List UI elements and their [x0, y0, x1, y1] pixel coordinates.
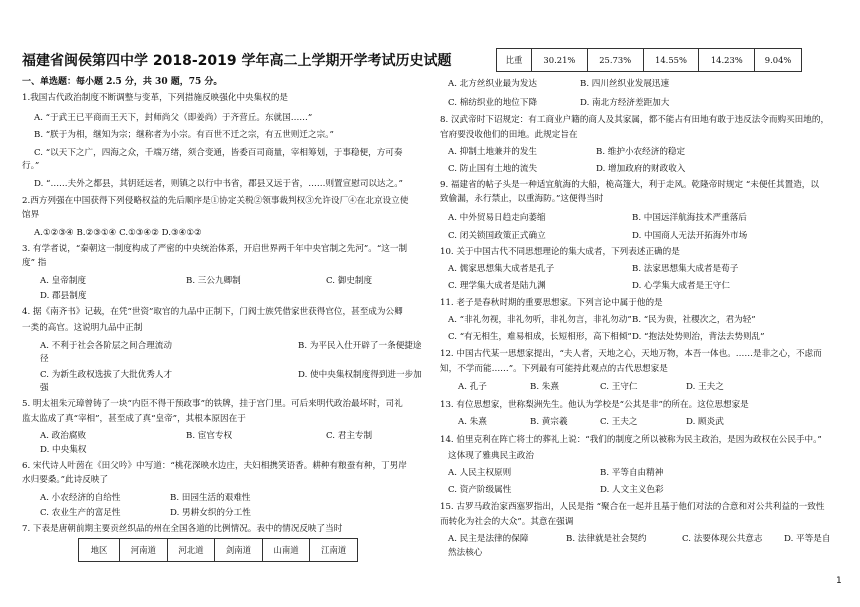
- question-line: A. 政治腐败: [40, 431, 87, 441]
- table-cell: 山南道: [262, 539, 310, 562]
- table-cell: 江南道: [310, 539, 358, 562]
- question-line: C. 资产阶级属性: [448, 485, 512, 495]
- question-line: A. 皇帝制度: [40, 276, 87, 286]
- question-line: C. 为新生政权选拔了大批优秀人才: [40, 370, 173, 380]
- question-line: 8. 汉武帝时下诏规定：有工商业户籍的商人及其家属，都不能占有田地有敢于违反法令而购买田地的，: [440, 115, 830, 125]
- question-line: 3. 有学者说，“秦朝这一制度构成了严密的中央统治体系，开启世界两千年中央官制之先河”。“这一制: [22, 244, 408, 254]
- question-line: C. 王守仁: [600, 382, 638, 392]
- question-line: B. 为平民入仕开辟了一条便捷途: [298, 341, 422, 351]
- question-line: 监太监成了真“宰相”，甚至成了真“皇帝”，其根本原因在于: [22, 414, 246, 424]
- question-line: A.①②③④ B.②③①④ C.①③④② D.③④①②: [34, 228, 202, 238]
- question-line: 致偷漏，永行禁止，以重海防。”这便得当时: [440, 194, 604, 204]
- question-line: C. 御史制度: [326, 276, 373, 286]
- question-line: C. 理学集大成者是陆九渊: [448, 281, 546, 291]
- question-line: C. 闭关锁国政策正式确立: [448, 231, 546, 241]
- question-line: B. 平等自由精神: [600, 468, 664, 478]
- question-line: 行。”: [22, 161, 40, 171]
- table-label-cell: 地区: [79, 539, 120, 562]
- question-line: B. 中国远洋航海技术严重落后: [632, 213, 747, 223]
- question-line: 官府要没收他们的田地。此规定旨在: [440, 130, 578, 140]
- table-row: [79, 539, 358, 562]
- proportion-table: [496, 48, 802, 72]
- question-line: A. “非礼勿视，非礼勿听，非礼勿言，非礼勿动”: [448, 315, 632, 325]
- question-line: A. 儒家思想集大成者是孔子: [448, 264, 555, 274]
- question-line: C. 君主专制: [326, 431, 373, 441]
- question-line: A. 小农经济的自给性: [40, 493, 121, 503]
- question-line: B. 黄宗羲: [530, 417, 568, 427]
- question-line: D. 南北方经济差距加大: [580, 98, 670, 108]
- question-line: C. 法要体现公共意志: [682, 534, 763, 544]
- question-line: 径: [40, 354, 49, 364]
- table-row: [497, 49, 802, 72]
- question-line: 知，不学而能……”。下列最有可能持此观点的古代思想家是: [440, 364, 668, 374]
- question-line: C. “以天下之广，四海之众，千端万绪，须合变通，皆委百司商量，宰相筹划，于事稳便，方可奏: [34, 148, 403, 158]
- question-line: B. 田园生活的艰难性: [170, 493, 251, 503]
- question-line: D. 中国商人无法开拓海外市场: [632, 231, 748, 241]
- table-cell: 14.23%: [699, 49, 755, 72]
- table-cell: 9.04%: [755, 49, 802, 72]
- table-cell: 30.21%: [532, 49, 588, 72]
- region-table: [78, 538, 358, 562]
- question-line: 馆界: [22, 210, 40, 220]
- question-line: 14. 伯里克利在阵亡将士的葬礼上说：“我们的制度之所以被称为民主政治，是因为政权在公民手中。”: [440, 435, 822, 445]
- question-line: B. “民为贵，社稷次之，君为轻”: [632, 315, 756, 325]
- question-line: B. 四川丝织业发展迅速: [580, 79, 670, 89]
- table-cell: 河北道: [167, 539, 215, 562]
- question-line: 2.西方列强在中国获得下列侵略权益的先后顺序是①协定关税②领事裁判权③允许设厂④在北京设立使: [22, 196, 409, 206]
- question-line: B. 朱熹: [530, 382, 559, 392]
- question-line: 5. 明太祖朱元璋曾铸了一块“内臣不得干预政事”的铁牌，挂于宫门里。可后来明代政治最坏时，司礼: [22, 399, 403, 409]
- question-line: D. 人文主义色彩: [600, 485, 664, 495]
- question-line: D. 心学集大成者是王守仁: [632, 281, 730, 291]
- question-line: C. 王夫之: [600, 417, 638, 427]
- question-line: 这体现了雅典民主政治: [448, 451, 534, 461]
- question-line: D. 中央集权: [40, 445, 87, 455]
- question-line: 4. 据《南齐书》记载，在凭“世资”取官的九品中正制下，门阀士族凭借家世获得官位，甚至成为公卿: [22, 307, 403, 317]
- question-line: A. “于武王已平商而王天下，封师尚父（即姜尚）于齐营丘。东就国……”: [34, 113, 313, 123]
- question-line: A. 抑制土地兼并的发生: [448, 147, 538, 157]
- question-line: 度” 指: [22, 258, 47, 268]
- question-line: 10. 关于中国古代不同思想理论的集大成者，下列表述正确的是: [440, 247, 680, 257]
- question-line: 1.我国古代政治制度不断调整与变革，下列措施反映强化中央集权的是: [22, 93, 289, 103]
- question-line: A. 孔子: [458, 382, 487, 392]
- question-line: A. 朱熹: [458, 417, 487, 427]
- question-line: 强: [40, 383, 49, 393]
- question-line: B. 法家思想集大成者是荀子: [632, 264, 739, 274]
- question-line: C. 防止国有土地的流失: [448, 164, 538, 174]
- question-line: 6. 宋代诗人叶茵在《田父吟》中写道：“桃花深映水边庄，夫妇相携笑语香。耕种有粮蚕有种，丁男岸: [22, 461, 407, 471]
- question-line: C. 棉纺织业的地位下降: [448, 98, 538, 108]
- table-cell: 25.73%: [587, 49, 643, 72]
- question-line: D. “抱法处势则治，背法去势则乱”: [632, 332, 765, 342]
- question-line: B. 维护小农经济的稳定: [596, 147, 686, 157]
- question-line: D. 使中央集权制度得到进一步加: [298, 370, 422, 380]
- question-line: D. “……夫外之都县，其钥廷远者，则镇之以行中书省，郡县又远于省，……则置宣慰司以达之。”: [34, 179, 403, 189]
- question-line: D. 郡县制度: [40, 291, 87, 301]
- question-line: C. “有无相生，难易相成，长短相形，高下相倾”: [448, 332, 632, 342]
- question-line: A. 民主是法律的保障: [448, 534, 529, 544]
- section-heading: 一、单选题：每小题 2.5 分，共 30 题，75 分。: [22, 77, 223, 87]
- question-line: 水归要桑。”此诗反映了: [22, 475, 109, 485]
- question-line: A. 不利于社会各阶层之间合理流动: [40, 341, 172, 351]
- question-line: 15. 古罗马政治家西塞罗指出，人民是指 “聚合在一起并且基于他们对法的合意和对公共利益的一致性: [440, 502, 825, 512]
- question-line: D. 增加政府的财政收入: [596, 164, 686, 174]
- question-line: 13. 有位思想家，世称梨洲先生。他认为学校是“公其是非”的所在。这位思想家是: [440, 400, 749, 410]
- question-line: B. 法律就是社会契约: [566, 534, 647, 544]
- question-line: 然法核心: [448, 548, 483, 558]
- question-line: D. 男耕女织的分工性: [170, 508, 251, 518]
- question-line: D. 王夫之: [686, 382, 724, 392]
- table-cell: 剑南道: [215, 539, 263, 562]
- question-line: D. 顾炎武: [686, 417, 724, 427]
- question-line: A. 人民主权原则: [448, 468, 512, 478]
- page-number: 1: [836, 576, 842, 586]
- question-line: A. 中外贸易日趋走向萎缩: [448, 213, 546, 223]
- question-line: 一类的高官。这说明九品中正制: [22, 323, 143, 333]
- page-title: 福建省闽侯第四中学 2018-2019 学年高二上学期开学考试历史试题: [22, 53, 452, 69]
- table-cell: 河南道: [120, 539, 168, 562]
- question-line: A. 北方丝织业最为发达: [448, 79, 538, 89]
- question-line: 12. 中国古代某一思想家提出，“夫人者，天地之心，天地万物，本吾一体也。……是非之心，不虑而: [440, 349, 822, 359]
- question-line: B. 三公九卿制: [186, 276, 241, 286]
- question-line: 而转化为社会的大众”。其意在强调: [440, 517, 574, 527]
- question-line: C. 农业生产的富足性: [40, 508, 121, 518]
- question-line: B. 宦官专权: [186, 431, 233, 441]
- question-line: 9. 福建省的帖子头是一种适宜航海的大船，桅高篷大，利于走风。乾隆帝时规定 “未便任其置造，以: [440, 180, 819, 190]
- question-line: D. 平等是自: [784, 534, 831, 544]
- table-cell: 14.55%: [643, 49, 699, 72]
- table-label-cell: 比重: [497, 49, 532, 72]
- question-line: 11. 老子是春秋时期的重要思想家。下列言论中属于他的是: [440, 298, 663, 308]
- question-line: 7. 下表是唐朝前期主要贡丝织品的州在全国各道的比例情况。表中的情况反映了当时: [22, 524, 343, 534]
- question-line: B. “朕于为相，继知为宗；继称者为小宗。有百世不迁之宗，有五世则迁之宗。”: [34, 130, 334, 140]
